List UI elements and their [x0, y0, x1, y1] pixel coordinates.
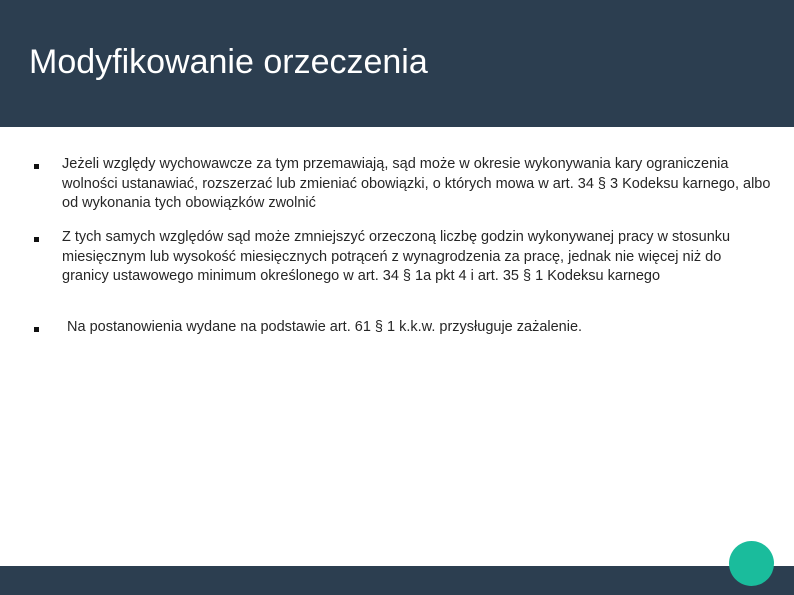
bullet-marker [34, 237, 39, 242]
slide-title: Modyfikowanie orzeczenia [29, 43, 428, 81]
footer-bar [0, 566, 794, 595]
bullet-text: Na postanowienia wydane na podstawie art. 61 § 1 k.k.w. przysługuje zażalenie. [67, 319, 583, 335]
bullet-marker [34, 327, 39, 332]
bullet-marker [34, 164, 39, 169]
accent-circle [729, 541, 774, 586]
bullet-text: Z tych samych względów sąd może zmniejszyć orzeczoną liczbę godzin wykonywanej pracy w stosunku miesięcznym lub wysokość miesięcznych potrąceń z wynagrodzenia za pracę, jednak nie więcej niż do granicy ustawowego minimum określonego w art. 34 § 1a pkt 4 i art. 35 § 1 Kodeksu karnego [62, 229, 731, 284]
bullet-text: Jeżeli względy wychowawcze za tym przemawiają, sąd może w okresie wykonywania kary ograniczenia wolności ustanawiać, rozszerzać lub zmieniać obowiązki, o których mowa w art. 34 § 3 Kodeksu karnego, albo od wykonania tych obowiązków zwolnić [62, 156, 771, 211]
